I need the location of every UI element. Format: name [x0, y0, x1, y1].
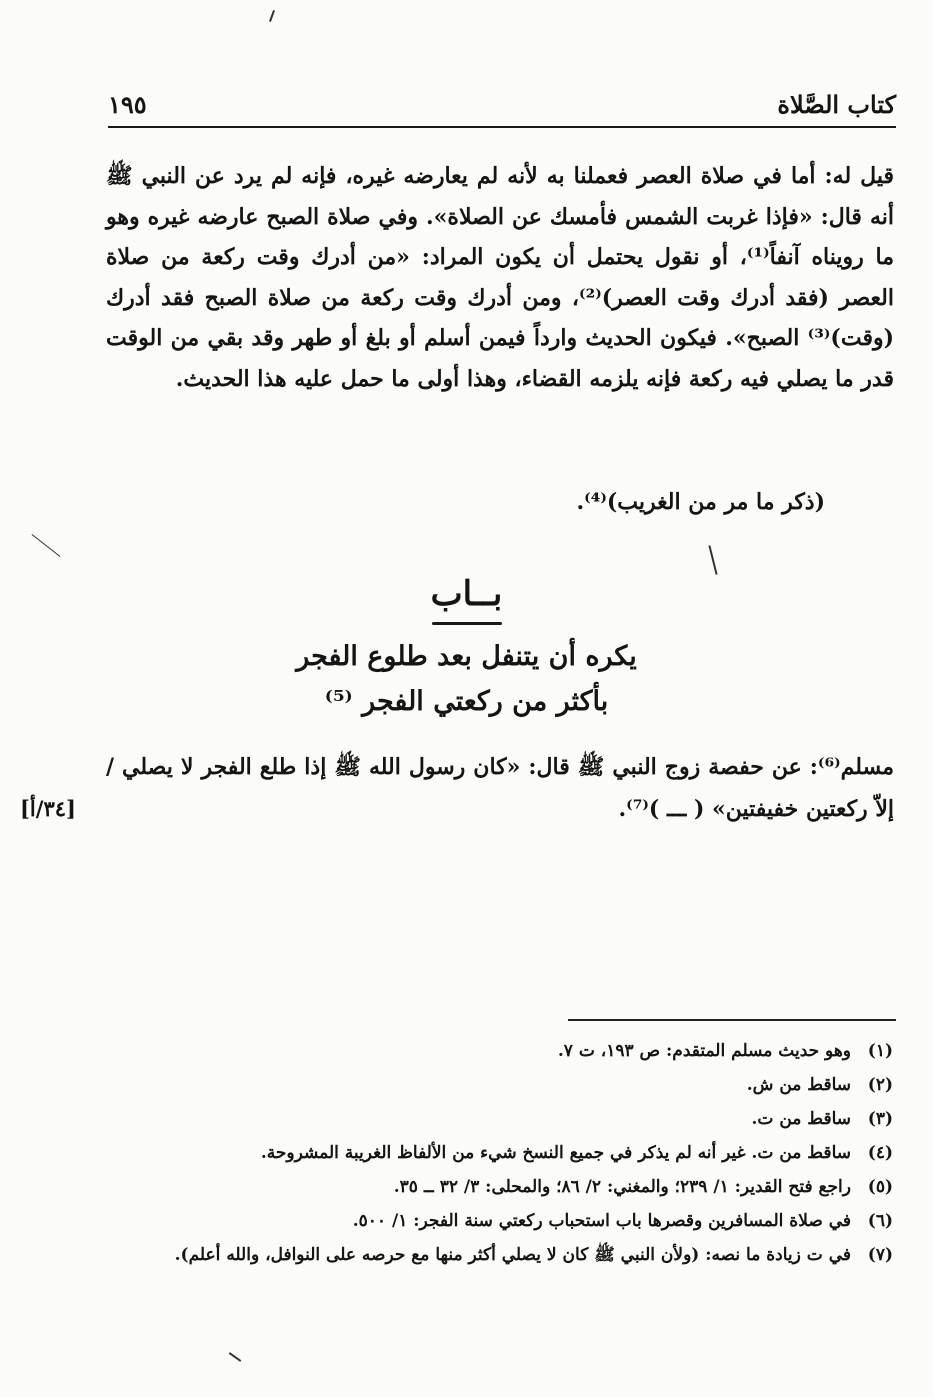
footnote-number: (١)	[867, 1041, 893, 1061]
hadith-paragraph	[106, 746, 894, 830]
page-header	[108, 86, 896, 128]
footnote-text: راجع فتح القدير: ١/ ٢٣٩؛ والمغني: ٢/ ٨٦؛ والمحلى: ٣/ ٣٢ ــ ٣٥.	[393, 1177, 851, 1197]
footnote-text: في ت زيادة ما نصه: (ولأن النبي ﷺ كان لا يصلي أكثر منها مع حرصه على النوافل، والله أعلم).	[174, 1245, 851, 1265]
footnote-text: ساقط من ت. غير أنه لم يذكر في جميع النسخ شيء من الألفاظ الغريبة المشروحة.	[260, 1143, 851, 1163]
folio-mark: [٣٤/أ]	[20, 796, 76, 821]
chapter-title-line-2: بأكثر من ركعتي الفجر ⁽⁵⁾	[324, 686, 609, 717]
footnote	[93, 1102, 893, 1136]
hadith-text: مسلم⁽⁶⁾: عن حفصة زوج النبي ﷺ قال: «كان رسول الله ﷺ إذا طلع الفجر لا يصلي / إلاّ ركعتين خفيفتين» ( ـــ )⁽⁷⁾.	[106, 754, 894, 822]
footnote-number: (٤)	[867, 1143, 893, 1163]
main-paragraph	[106, 156, 894, 399]
chapter-title-line-1: يكره أن يتنفل بعد طلوع الفجر	[296, 641, 637, 672]
footnote	[93, 1034, 893, 1068]
footnote	[93, 1204, 893, 1238]
chapter-heading: بــاب	[430, 574, 503, 614]
footnote-text: ساقط من ش.	[746, 1075, 851, 1095]
footnote-text: ساقط من ت.	[751, 1109, 851, 1129]
page-number: ١٩٥	[108, 90, 147, 119]
paragraph-text: قيل له: أما في صلاة العصر فعملنا به لأنه لم يعارضه غيره، فإنه لم يرد عن النبي ﷺ أنه قال: «فإذا غربت الشمس فأمسك عن الصلاة». وفي صلاة الصبح عارضه غيره وهو ما رويناه آنفاً⁽¹⁾، أو نقول يحتمل أن يكون المراد: «من أدرك وقت ركعة من صلاة العصر (فقد أدرك وقت العصر)⁽²⁾، ومن أدرك وقت ركعة من صلاة الصبح فقد أدرك (وقت)⁽³⁾ الصبح». فيكون الحديث وارداً فيمن أسلم أو بلغ أو طهر وقد بقي من الوقت قدر ما يصلي فيه ركعة فإنه يلزمه القضاء، وهذا أولى ما حمل عليه هذا الحديث.	[106, 163, 894, 392]
scan-speck	[229, 1352, 242, 1362]
footnote-number: (٧)	[867, 1245, 893, 1265]
footnotes	[93, 1034, 893, 1272]
footnote-separator	[568, 1019, 896, 1021]
gharib-note: (ذكر ما مر من الغريب)⁽⁴⁾.	[576, 489, 825, 515]
footnote-text: وهو حديث مسلم المتقدم: ص ١٩٣، ت ٧.	[557, 1041, 851, 1061]
footnote-text: في صلاة المسافرين وقصرها باب استحباب ركعتي سنة الفجر: ١/ ٥٠٠.	[352, 1211, 851, 1231]
footnote	[93, 1136, 893, 1170]
footnote-number: (٢)	[867, 1075, 893, 1095]
scan-speck	[32, 534, 61, 557]
footnote-number: (٦)	[867, 1211, 893, 1231]
footnote	[93, 1238, 893, 1272]
footnote-number: (٥)	[867, 1177, 893, 1197]
footnote	[93, 1170, 893, 1204]
footnote	[93, 1068, 893, 1102]
running-title: كتاب الصَّلاة	[777, 90, 896, 119]
footnote-number: (٣)	[867, 1109, 893, 1129]
scan-speck	[708, 545, 717, 575]
chapter-underline	[432, 622, 502, 625]
scan-speck	[269, 10, 275, 22]
